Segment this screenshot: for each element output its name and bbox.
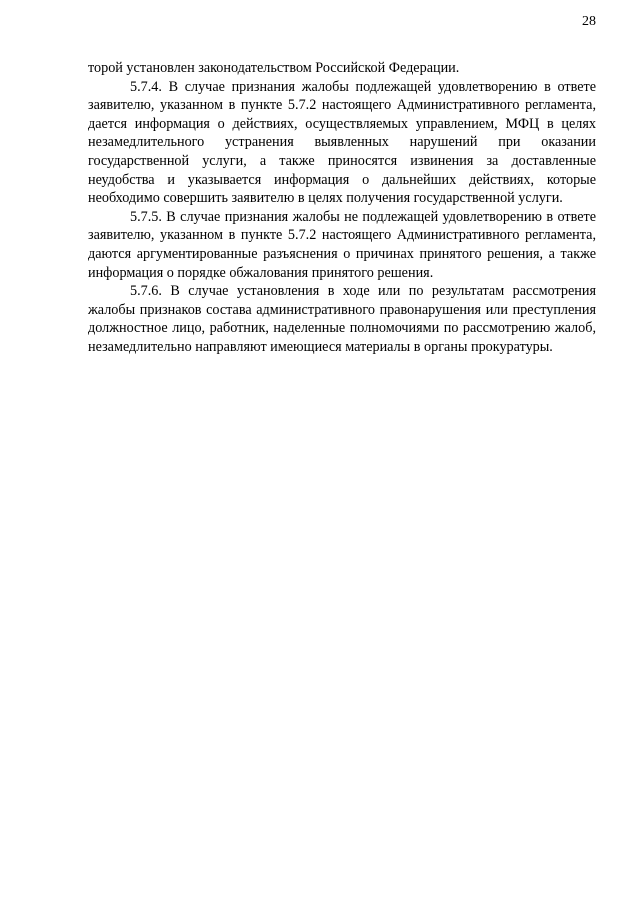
paragraph-5-7-5: 5.7.5. В случае признания жалобы не подлежащей удовлетворению в ответе заявителю, указанном в пункте 5.7.2 настоящего Административного регламента, даются аргументированные разъяснения о причинах принятого решения, а также информация о порядке обжалования принятого решения.	[88, 208, 596, 281]
paragraph-5-7-6: 5.7.6. В случае установления в ходе или по результатам рассмотрения жалобы признаков состава административного правонарушения или преступления должностное лицо, работник, наделенные полномочиями по рассмотрению жалоб, незамедлительно направляют имеющиеся материалы в органы прокуратуры.	[88, 283, 596, 355]
paragraph-continuation: торой установлен законодательством Российской Федерации.	[88, 60, 460, 76]
paragraph-5-7-4: 5.7.4. В случае признания жалобы подлежащей удовлетворению в ответе заявителю, указанном в пункте 5.7.2 настоящего Административного регламента, дается информация о действиях, осуществляемых управлением, МФЦ в целях незамедлительного устранения выявленных нарушений при оказании государственной услуги, а также приносятся извинения за доставленные неудобства и указывается информация о дальнейших действиях, которые необходимо совершить заявителю в целях получения государственной услуги.	[88, 78, 596, 207]
document-body	[88, 59, 596, 357]
page-number: 28	[582, 14, 596, 29]
